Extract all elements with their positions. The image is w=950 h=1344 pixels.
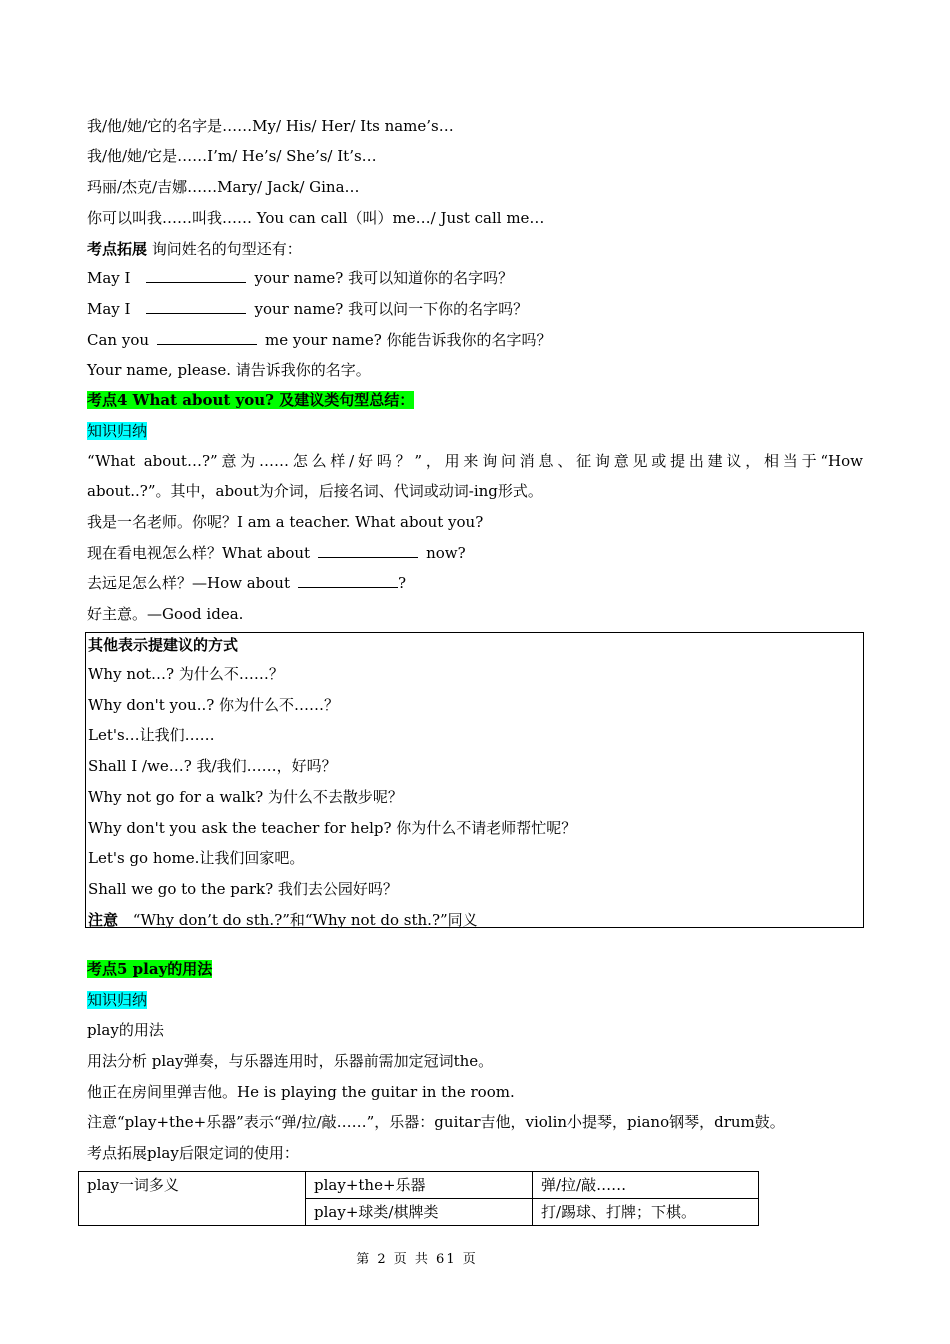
section4-example-4: 好主意。—Good idea. bbox=[87, 605, 244, 623]
line-call-me: 你可以叫我……叫我…… You can call（叫）me…/ Just call me… bbox=[87, 209, 545, 227]
section5-line-3: 他正在房间里弹吉他。He is playing the guitar in the room. bbox=[87, 1083, 515, 1101]
section5-line-1: play的用法 bbox=[87, 1021, 164, 1039]
box-item: Let's go home.让我们回家吧。 bbox=[88, 849, 305, 867]
line-names: 玛丽/杰克/吉娜……Mary/ Jack/ Gina… bbox=[87, 178, 360, 196]
section5-line-5: 考点拓展play后限定词的使用： bbox=[87, 1144, 299, 1162]
ex3-post: ? bbox=[397, 574, 407, 592]
line-name-is: 我/他/她/它的名字是……My/ His/ Her/ Its name’s… bbox=[87, 117, 454, 135]
section5-heading: 考点5 play的用法 bbox=[87, 960, 213, 978]
q3-pre: Can you bbox=[87, 331, 150, 349]
table-cell: 弹/拉/敲…… bbox=[533, 1172, 759, 1199]
section5-heading-line bbox=[87, 959, 212, 979]
table-cell: 打/踢球、打牌；下棋。 bbox=[533, 1199, 759, 1226]
box-item: Let's…让我们…… bbox=[88, 726, 215, 744]
ex3-pre: 去远足怎么样？—How about bbox=[87, 574, 290, 592]
table-cell: play+the+乐器 bbox=[306, 1172, 533, 1199]
section5-knowledge-line bbox=[87, 990, 147, 1010]
blank bbox=[298, 573, 398, 588]
ext-label: 考点拓展 bbox=[87, 240, 148, 258]
question-4: Your name, please. 请告诉我你的名字。 bbox=[87, 361, 371, 379]
table-row bbox=[79, 1172, 759, 1199]
section5-line-2: 用法分析 play弹奏，与乐器连用时，乐器前需加定冠词the。 bbox=[87, 1052, 494, 1070]
box-item: Why not…? 为什么不……？ bbox=[88, 665, 284, 683]
q1-pre: May I bbox=[87, 269, 131, 287]
section5-knowledge: 知识归纳 bbox=[87, 991, 148, 1009]
section5-line-4: 注意“play+the+乐器”表示“弹/拉/敲……”，乐器：guitar吉他，violin小提琴，piano钢琴，drum鼓。 bbox=[87, 1113, 785, 1131]
blank bbox=[318, 543, 418, 558]
box-item: Why not go for a walk? 为什么不去散步呢？ bbox=[88, 788, 403, 806]
box-item: Why don't you..? 你为什么不……？ bbox=[88, 696, 340, 714]
blank bbox=[146, 299, 246, 314]
line-i-am: 我/他/她/它是……I’m/ He’s/ She’s/ It’s… bbox=[87, 147, 377, 165]
play-table bbox=[78, 1171, 759, 1226]
box-item: Shall I /we…? 我/我们……，好吗？ bbox=[88, 757, 337, 775]
section4-knowledge-line bbox=[87, 421, 147, 441]
blank bbox=[146, 268, 246, 283]
table-cell: play+球类/棋牌类 bbox=[306, 1199, 533, 1226]
note-label: 注意 bbox=[88, 911, 119, 929]
q2-pre: May I bbox=[87, 300, 131, 318]
table-cell: play一词多义 bbox=[79, 1172, 306, 1226]
ext-line bbox=[87, 239, 302, 259]
section4-example-1: 我是一名老师。你呢？I am a teacher. What about you? bbox=[87, 513, 484, 531]
question-1 bbox=[87, 268, 513, 288]
ext-text: 询问姓名的句型还有： bbox=[151, 240, 302, 258]
q2-post: your name? 我可以问一下你的名字吗？ bbox=[254, 300, 529, 318]
blank bbox=[157, 330, 257, 345]
ex2-pre: 现在看电视怎么样？What about bbox=[87, 544, 311, 562]
suggestion-box bbox=[85, 632, 864, 928]
q3-post: me your name? 你能告诉我你的名字吗？ bbox=[265, 331, 552, 349]
box-note bbox=[88, 910, 478, 930]
box-title: 其他表示提建议的方式 bbox=[88, 636, 239, 654]
question-3 bbox=[87, 330, 552, 350]
section4-knowledge: 知识归纳 bbox=[87, 422, 148, 440]
section4-example-2 bbox=[87, 543, 466, 563]
page-footer: 第 2 页 共 61 页 bbox=[356, 1252, 478, 1267]
section4-example-3 bbox=[87, 573, 406, 593]
section4-heading: 考点4 What about you? 及建议类句型总结： bbox=[87, 391, 415, 409]
q1-post: your name? 我可以知道你的名字吗？ bbox=[254, 269, 514, 287]
box-item: Shall we go to the park? 我们去公园好吗？ bbox=[88, 880, 398, 898]
section4-para: “What about…?”意为……怎么样/好吗？”，用来询问消息、征询意见或提出建议，相当于“How bbox=[87, 452, 863, 470]
section4-heading-line bbox=[87, 390, 414, 410]
section4-para2: about..?”。其中，about为介词，后接名词、代词或动词-ing形式。 bbox=[87, 482, 543, 500]
note-text: “Why don’t do sth.?”和“Why not do sth.?”同义 bbox=[132, 911, 478, 929]
question-2 bbox=[87, 299, 528, 319]
box-item: Why don't you ask the teacher for help? 你为什么不请老师帮忙呢？ bbox=[88, 819, 577, 837]
ex2-post: now? bbox=[426, 544, 466, 562]
